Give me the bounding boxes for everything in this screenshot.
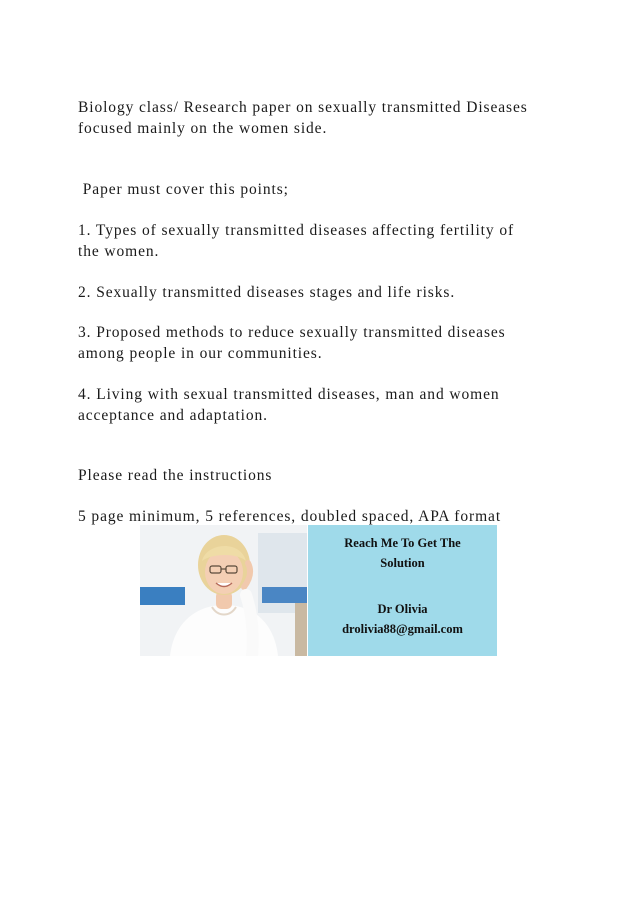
point-1-line-1: 1. Types of sexually transmitted diseases affecting fertility of [78, 222, 515, 239]
woman-photo [140, 525, 307, 656]
instructions-line: Please read the instructions [78, 467, 273, 484]
point-1-line-2: the women. [78, 243, 160, 260]
contact-email[interactable]: drolivia88@gmail.com [342, 622, 463, 636]
intro-line-1: Biology class/ Research paper on sexually transmitted Diseases [78, 99, 528, 116]
cta-line-2: Solution [380, 556, 425, 570]
requirements-line: 5 page minimum, 5 references, doubled spaced, APA format [78, 508, 502, 525]
point-4-line-1: 4. Living with sexual transmitted diseases, man and women [78, 386, 500, 403]
point-4-line-2: acceptance and adaptation. [78, 407, 268, 424]
intro-line-2: focused mainly on the women side. [78, 120, 328, 137]
contact-card [308, 525, 497, 656]
point-3-line-2: among people in our communities. [78, 345, 323, 362]
point-2-line-1: 2. Sexually transmitted diseases stages and life risks. [78, 284, 456, 301]
lead-line: Paper must cover this points; [78, 181, 289, 198]
contact-banner [140, 525, 497, 656]
contact-name: Dr Olivia [377, 602, 428, 616]
cta-line-1: Reach Me To Get The [344, 536, 461, 550]
point-3-line-1: 3. Proposed methods to reduce sexually transmitted diseases [78, 324, 506, 341]
